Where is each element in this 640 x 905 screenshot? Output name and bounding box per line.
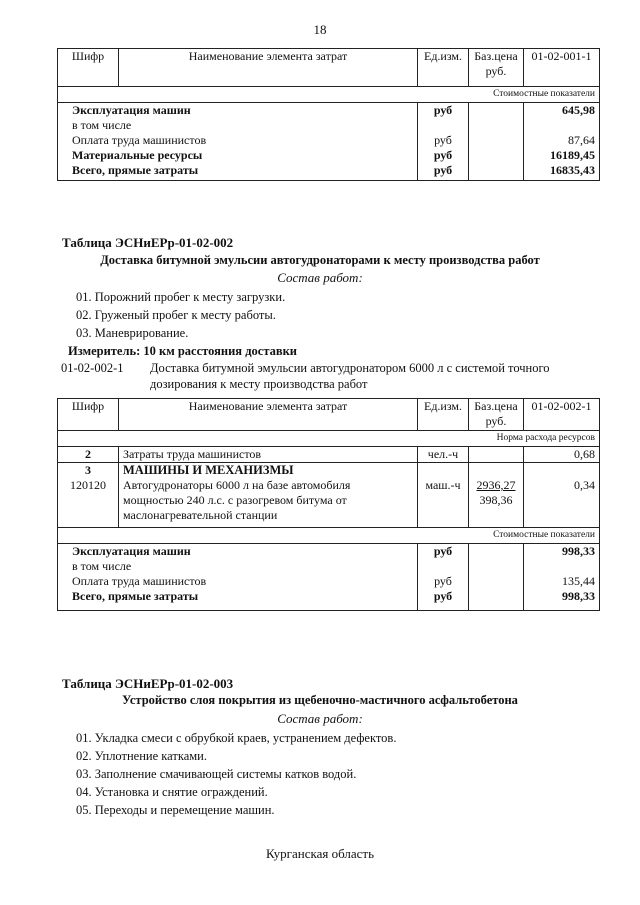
header-unit: Ед.изм. [418,399,469,431]
row-unit: руб [418,148,469,163]
row-unit: руб [418,589,469,611]
row-name: в том числе [58,118,418,133]
row-value: 998,33 [524,544,600,560]
machine-name: мощностью 240 л.с. с разогревом битума от [123,493,347,507]
row-value: 645,98 [524,103,600,119]
section-cost: Стоимостные показатели [58,87,600,103]
work-item: 04. Установка и снятие ограждений. [76,785,268,799]
row-code: 2 [58,447,119,463]
header-unit: Ед.изм. [418,49,469,87]
row-value: 16835,43 [524,163,600,181]
machine-price: 398,36 [479,493,513,507]
machine-value: 0,34 [574,478,595,492]
row-name: Материальные ресурсы [58,148,418,163]
header-name: Наименование элемента затрат [119,49,418,87]
header-col-code: 01-02-001-1 [524,49,600,87]
row-name: Всего, прямые затраты [58,589,418,611]
work-item: 01. Порожний пробег к месту загрузки. [76,290,286,304]
measure: Измеритель: 10 км расстояния доставки [68,344,298,358]
work-item: 05. Переходы и перемещение машин. [76,803,275,817]
section-cost: Стоимостные показатели [58,528,600,544]
work-item: 01. Укладка смеси с обрубкой краев, устранением дефектов. [76,731,397,745]
row-value: 998,33 [524,589,600,611]
row-name: Эксплуатация машин [58,103,418,119]
row-unit: руб [418,544,469,560]
machine-price: 2936,27 [476,478,516,492]
header-code: Шифр [58,399,119,431]
row-code: 3 [85,463,91,477]
row-unit: руб [418,103,469,119]
machine-code: 120120 [70,478,106,492]
work-item: 02. Груженый пробег к месту работы. [76,308,276,322]
header-col-code: 01-02-002-1 [524,399,600,431]
machine-name: Автогудронаторы 6000 л на базе автомобиля [123,478,351,492]
table-name: Таблица ЭСНиЕРр-01-02-003 [62,676,234,691]
row-name: в том числе [58,559,418,574]
header-base-price: Баз.цена руб. [469,49,524,87]
work-item: 03. Заполнение смачивающей системы катков водой. [76,767,357,781]
row-value: 87,64 [524,133,600,148]
machine-unit: маш.-ч [425,478,461,492]
work-item: 03. Маневрирование. [76,326,189,340]
row-unit: руб [418,574,469,589]
page-number: 18 [313,22,327,37]
machine-name: маслонагревательной станции [123,508,278,522]
item-desc: Доставка битумной эмульсии автогудронатором 6000 л с системой точного [150,361,550,375]
row-value: 135,44 [524,574,600,589]
row-unit: руб [418,163,469,181]
row-name: Всего, прямые затраты [58,163,418,181]
item-desc: дозирования к месту производства работ [150,377,368,391]
row-unit: чел.-ч [418,447,469,463]
table-name: Таблица ЭСНиЕРр-01-02-002 [62,235,234,250]
row-value: 16189,45 [524,148,600,163]
footer-region: Курганская область [265,846,375,861]
section-norm: Норма расхода ресурсов [58,431,600,447]
row-value: 0,68 [524,447,600,463]
row-name: Оплата труда машинистов [58,574,418,589]
table-01-02-001 [57,48,600,181]
table-01-02-002 [57,398,600,611]
header-code: Шифр [58,49,119,87]
row-name: Оплата труда машинистов [58,133,418,148]
works-heading: Состав работ: [277,270,363,285]
row-name: Эксплуатация машин [58,544,418,560]
table-title: Доставка битумной эмульсии автогудронаторами к месту производства работ [100,253,540,267]
row-name: МАШИНЫ И МЕХАНИЗМЫ [123,463,294,477]
header-name: Наименование элемента затрат [119,399,418,431]
row-name: Затраты труда машинистов [119,447,418,463]
header-base-price: Баз.цена руб. [469,399,524,431]
item-code: 01-02-002-1 [61,361,124,375]
table-title: Устройство слоя покрытия из щебеночно-мастичного асфальтобетона [122,693,518,707]
row-unit: руб [418,133,469,148]
work-item: 02. Уплотнение катками. [76,749,207,763]
works-heading: Состав работ: [277,711,363,726]
